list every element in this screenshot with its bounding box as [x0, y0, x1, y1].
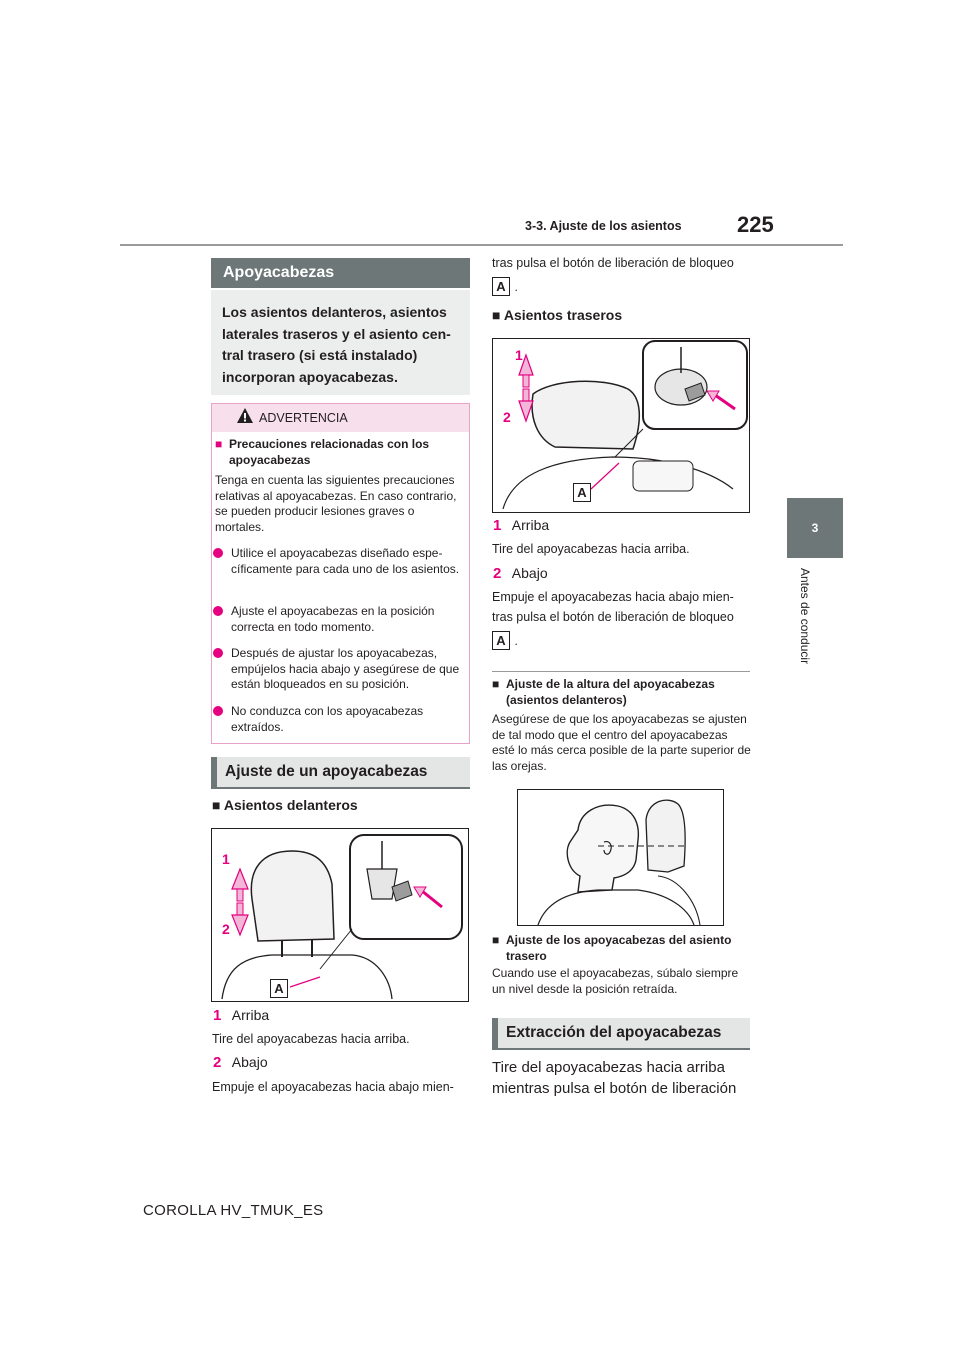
- warning-bullet: Después de ajustar los apoyacabezas, empújelos hacia abajo y asegúrese de que están bloqueados en su posición.: [213, 646, 465, 693]
- rear-headrest-illustration: [493, 339, 749, 512]
- section-title-extraccion: Extracción del apoyacabezas: [492, 1018, 750, 1048]
- step-1-text: Tire del apoyacabezas hacia arriba.: [212, 1032, 410, 1046]
- section-underline: [492, 1048, 750, 1050]
- intro-text: Los asientos delanteros, asientos laterales traseros y el asiento central trasero (si está instalado) incorporan apoyacabezas.: [222, 304, 451, 385]
- warning-icon: [236, 407, 254, 424]
- square-bullet-icon: ■: [492, 677, 500, 691]
- document-footer: COROLLA HV_TMUK_ES: [143, 1202, 324, 1219]
- front-headrest-figure: [211, 828, 469, 1002]
- warning-bullet: No conduzca con los apoyacabezas extraídos.: [213, 704, 465, 735]
- front-seats-heading: ■ Asientos delanteros: [212, 797, 358, 813]
- chapter-label: Antes de conducir: [798, 568, 812, 665]
- section-underline: [211, 787, 470, 789]
- square-bullet-icon: ■: [212, 797, 221, 813]
- square-bullet-icon: ■: [492, 933, 500, 947]
- height-heading: ■ Ajuste de la altura del apoyacabezas (asientos delanteros): [492, 677, 715, 707]
- continued-text: tras pulsa el botón de liberación de bloqueo: [492, 256, 734, 270]
- divider: [492, 671, 750, 672]
- section-title-apoyacabezas: Apoyacabezas: [211, 258, 470, 288]
- bullet-dot-icon: [213, 548, 223, 558]
- rear-step-1: 1 Arriba: [493, 517, 550, 534]
- page-number: 225: [737, 212, 774, 237]
- bullet-dot-icon: [213, 648, 223, 658]
- figure-label-a: A: [573, 483, 591, 502]
- release-button-ref: A .: [492, 631, 518, 650]
- figure-label-a: A: [270, 979, 288, 998]
- rear-seats-heading: ■ Asientos traseros: [492, 307, 623, 323]
- step-2-text: Empuje el apoyacabezas hacia abajo mien-: [212, 1080, 454, 1094]
- section-heading: 3-3. Ajuste de los asientos: [525, 219, 682, 233]
- warning-text: Tenga en cuenta las siguientes precauciones relativas al apoyacabezas. En caso contrario, se pueden producir lesiones graves o mortales.: [215, 473, 457, 534]
- figure-label-2: 2: [503, 409, 511, 425]
- head-position-illustration: [518, 790, 723, 925]
- header-divider: [120, 244, 843, 246]
- figure-label-2: 2: [222, 921, 230, 937]
- warning-bullet: Utilice el apoyacabezas diseñado específicamente para cada uno de los asientos.: [213, 546, 465, 577]
- head-position-figure: [517, 789, 724, 926]
- rear-step-1-text: Tire del apoyacabezas hacia arriba.: [492, 542, 690, 556]
- square-bullet-icon: ■: [492, 307, 501, 323]
- bullet-dot-icon: [213, 606, 223, 616]
- rear-adjust-text: Cuando use el apoyacabezas, súbalo siempre un nivel desde la posición retraída.: [492, 966, 739, 996]
- release-button-ref: A .: [492, 277, 518, 296]
- rear-adjust-heading: ■ Ajuste de los apoyacabezas del asiento trasero: [492, 933, 732, 963]
- label-a: A: [492, 277, 510, 296]
- warning-title: ADVERTENCIA: [259, 411, 348, 425]
- rear-headrest-figure: [492, 338, 750, 513]
- bullet-dot-icon: [213, 706, 223, 716]
- warning-bullet: Ajuste el apoyacabezas en la posición correcta en todo momento.: [213, 604, 465, 635]
- figure-label-1: 1: [515, 347, 523, 363]
- front-headrest-illustration: [212, 829, 468, 1001]
- square-bullet-icon: ■: [215, 437, 223, 451]
- label-a: A: [492, 631, 510, 650]
- height-text: Asegúrese de que los apoyacabezas se ajusten de tal modo que el centro del apoyacabezas esté lo más cerca posible de la parte superior de las orejas.: [492, 712, 751, 773]
- rear-step-2-text: Empuje el apoyacabezas hacia abajo mien-: [492, 590, 734, 604]
- figure-label-1: 1: [222, 851, 230, 867]
- rear-step-2: 2 Abajo: [493, 565, 548, 582]
- section-title-ajuste: Ajuste de un apoyacabezas: [211, 757, 470, 787]
- chapter-tab: 3: [787, 498, 843, 558]
- step-2: 2 Abajo: [213, 1054, 268, 1071]
- warning-subhead-text: Precauciones relacionadas con los apoyacabezas: [229, 437, 430, 467]
- warning-subhead: [215, 437, 465, 468]
- rear-step-2-text-cont: tras pulsa el botón de liberación de bloqueo: [492, 610, 734, 624]
- step-1: 1 Arriba: [213, 1007, 270, 1024]
- removal-text: Tire del apoyacabezas hacia arriba mientras pulsa el botón de liberación: [492, 1059, 737, 1097]
